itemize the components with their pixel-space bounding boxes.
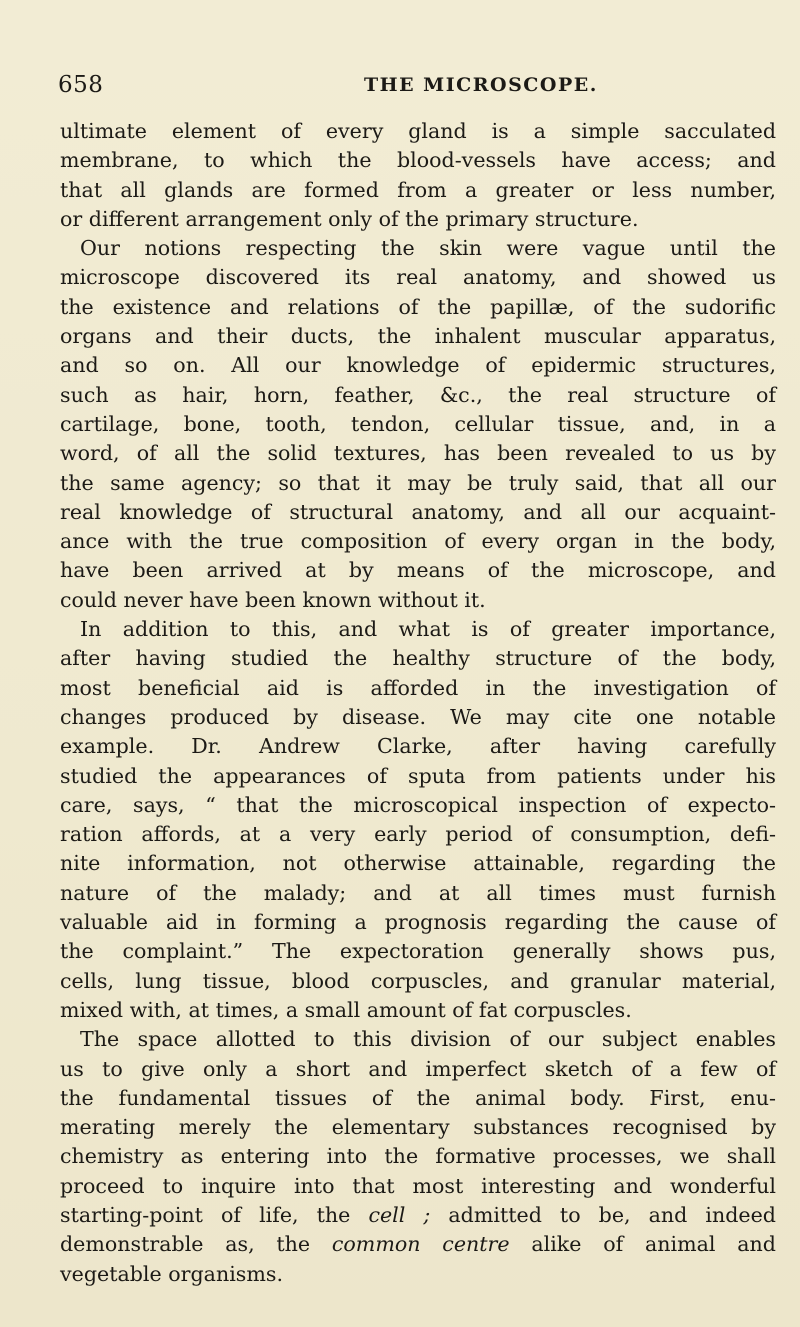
text-line: the fundamental tissues of the animal body. First, enu- [60, 1085, 776, 1110]
running-title: THE MICROSCOPE. [364, 74, 598, 96]
text-line: such as hair, horn, feather, &c., the real structure of [60, 382, 776, 407]
paragraph-start-line: In addition to this, and what is of greater importance, [80, 617, 776, 642]
text-line: mixed with, at times, a small amount of fat corpuscles. [60, 997, 632, 1022]
text-line: microscope discovered its real anatomy, and showed us [60, 265, 776, 290]
text-line: membrane, to which the blood-vessels have access; and [60, 148, 776, 173]
text-line: could never have been known without it. [60, 587, 486, 612]
text-line: or different arrangement only of the primary structure. [60, 206, 639, 231]
text-line: nature of the malady; and at all times must furnish [60, 880, 776, 905]
page-number: 658 [58, 72, 104, 98]
italic-term-cell: cell ; [368, 1202, 431, 1227]
text-line: proceed to inquire into that most interesting and wonderful [60, 1173, 776, 1198]
text-line: that all glands are formed from a greater or less number, [60, 177, 776, 202]
text-fragment: admitted to be, and indeed [430, 1202, 776, 1227]
text-line: have been arrived at by means of the microscope, and [60, 558, 776, 583]
text-fragment: alike of animal and [509, 1232, 776, 1257]
text-line: care, says, “ that the microscopical inspection of expecto- [60, 792, 776, 817]
text-line: example. Dr. Andrew Clarke, after having carefully [60, 734, 776, 759]
text-line: cells, lung tissue, blood corpuscles, and granular material, [60, 968, 776, 993]
text-line: studied the appearances of sputa from patients under his [60, 763, 776, 788]
text-line: valuable aid in forming a prognosis regarding the cause of [60, 910, 776, 935]
page-header [58, 72, 770, 102]
text-line: most beneficial aid is afforded in the investigation of [60, 675, 776, 700]
text-line: chemistry as entering into the formative processes, we shall [60, 1144, 776, 1169]
text-line: merating merely the elementary substances recognised by [60, 1115, 776, 1140]
paragraph-start-line: The space allotted to this division of our subject enables [80, 1027, 776, 1052]
body-text [60, 117, 776, 1289]
text-line: ance with the true composition of every organ in the body, [60, 529, 776, 554]
text-line [60, 1230, 776, 1259]
text-line: after having studied the healthy structure of the body, [60, 646, 776, 671]
text-line: organs and their ducts, the inhalent muscular apparatus, [60, 324, 776, 349]
text-line: the complaint.” The expectoration generally shows pus, [60, 939, 776, 964]
text-fragment: demonstrable as, the [60, 1232, 332, 1257]
text-line: changes produced by disease. We may cite one notable [60, 704, 776, 729]
text-line: ration affords, at a very early period of consumption, defi- [60, 822, 776, 847]
text-line: nite information, not otherwise attainable, regarding the [60, 851, 776, 876]
paragraph-start-line: Our notions respecting the skin were vague until the [80, 236, 776, 261]
text-line: us to give only a short and imperfect sketch of a few of [60, 1056, 776, 1081]
text-line [60, 1201, 776, 1230]
text-line: the same agency; so that it may be truly said, that all our [60, 470, 776, 495]
text-line: the existence and relations of the papillæ, of the sudorific [60, 294, 776, 319]
italic-term-common-centre: common centre [331, 1232, 510, 1257]
text-fragment: starting-point of life, the [60, 1202, 369, 1227]
text-line: cartilage, bone, tooth, tendon, cellular tissue, and, in a [60, 411, 776, 436]
text-line: ultimate element of every gland is a simple sacculated [60, 119, 776, 143]
text-line: real knowledge of structural anatomy, and all our acquaint- [60, 499, 776, 524]
text-line: and so on. All our knowledge of epidermic structures, [60, 353, 776, 378]
text-line: word, of all the solid textures, has been revealed to us by [60, 441, 776, 466]
text-line: vegetable organisms. [60, 1261, 284, 1286]
